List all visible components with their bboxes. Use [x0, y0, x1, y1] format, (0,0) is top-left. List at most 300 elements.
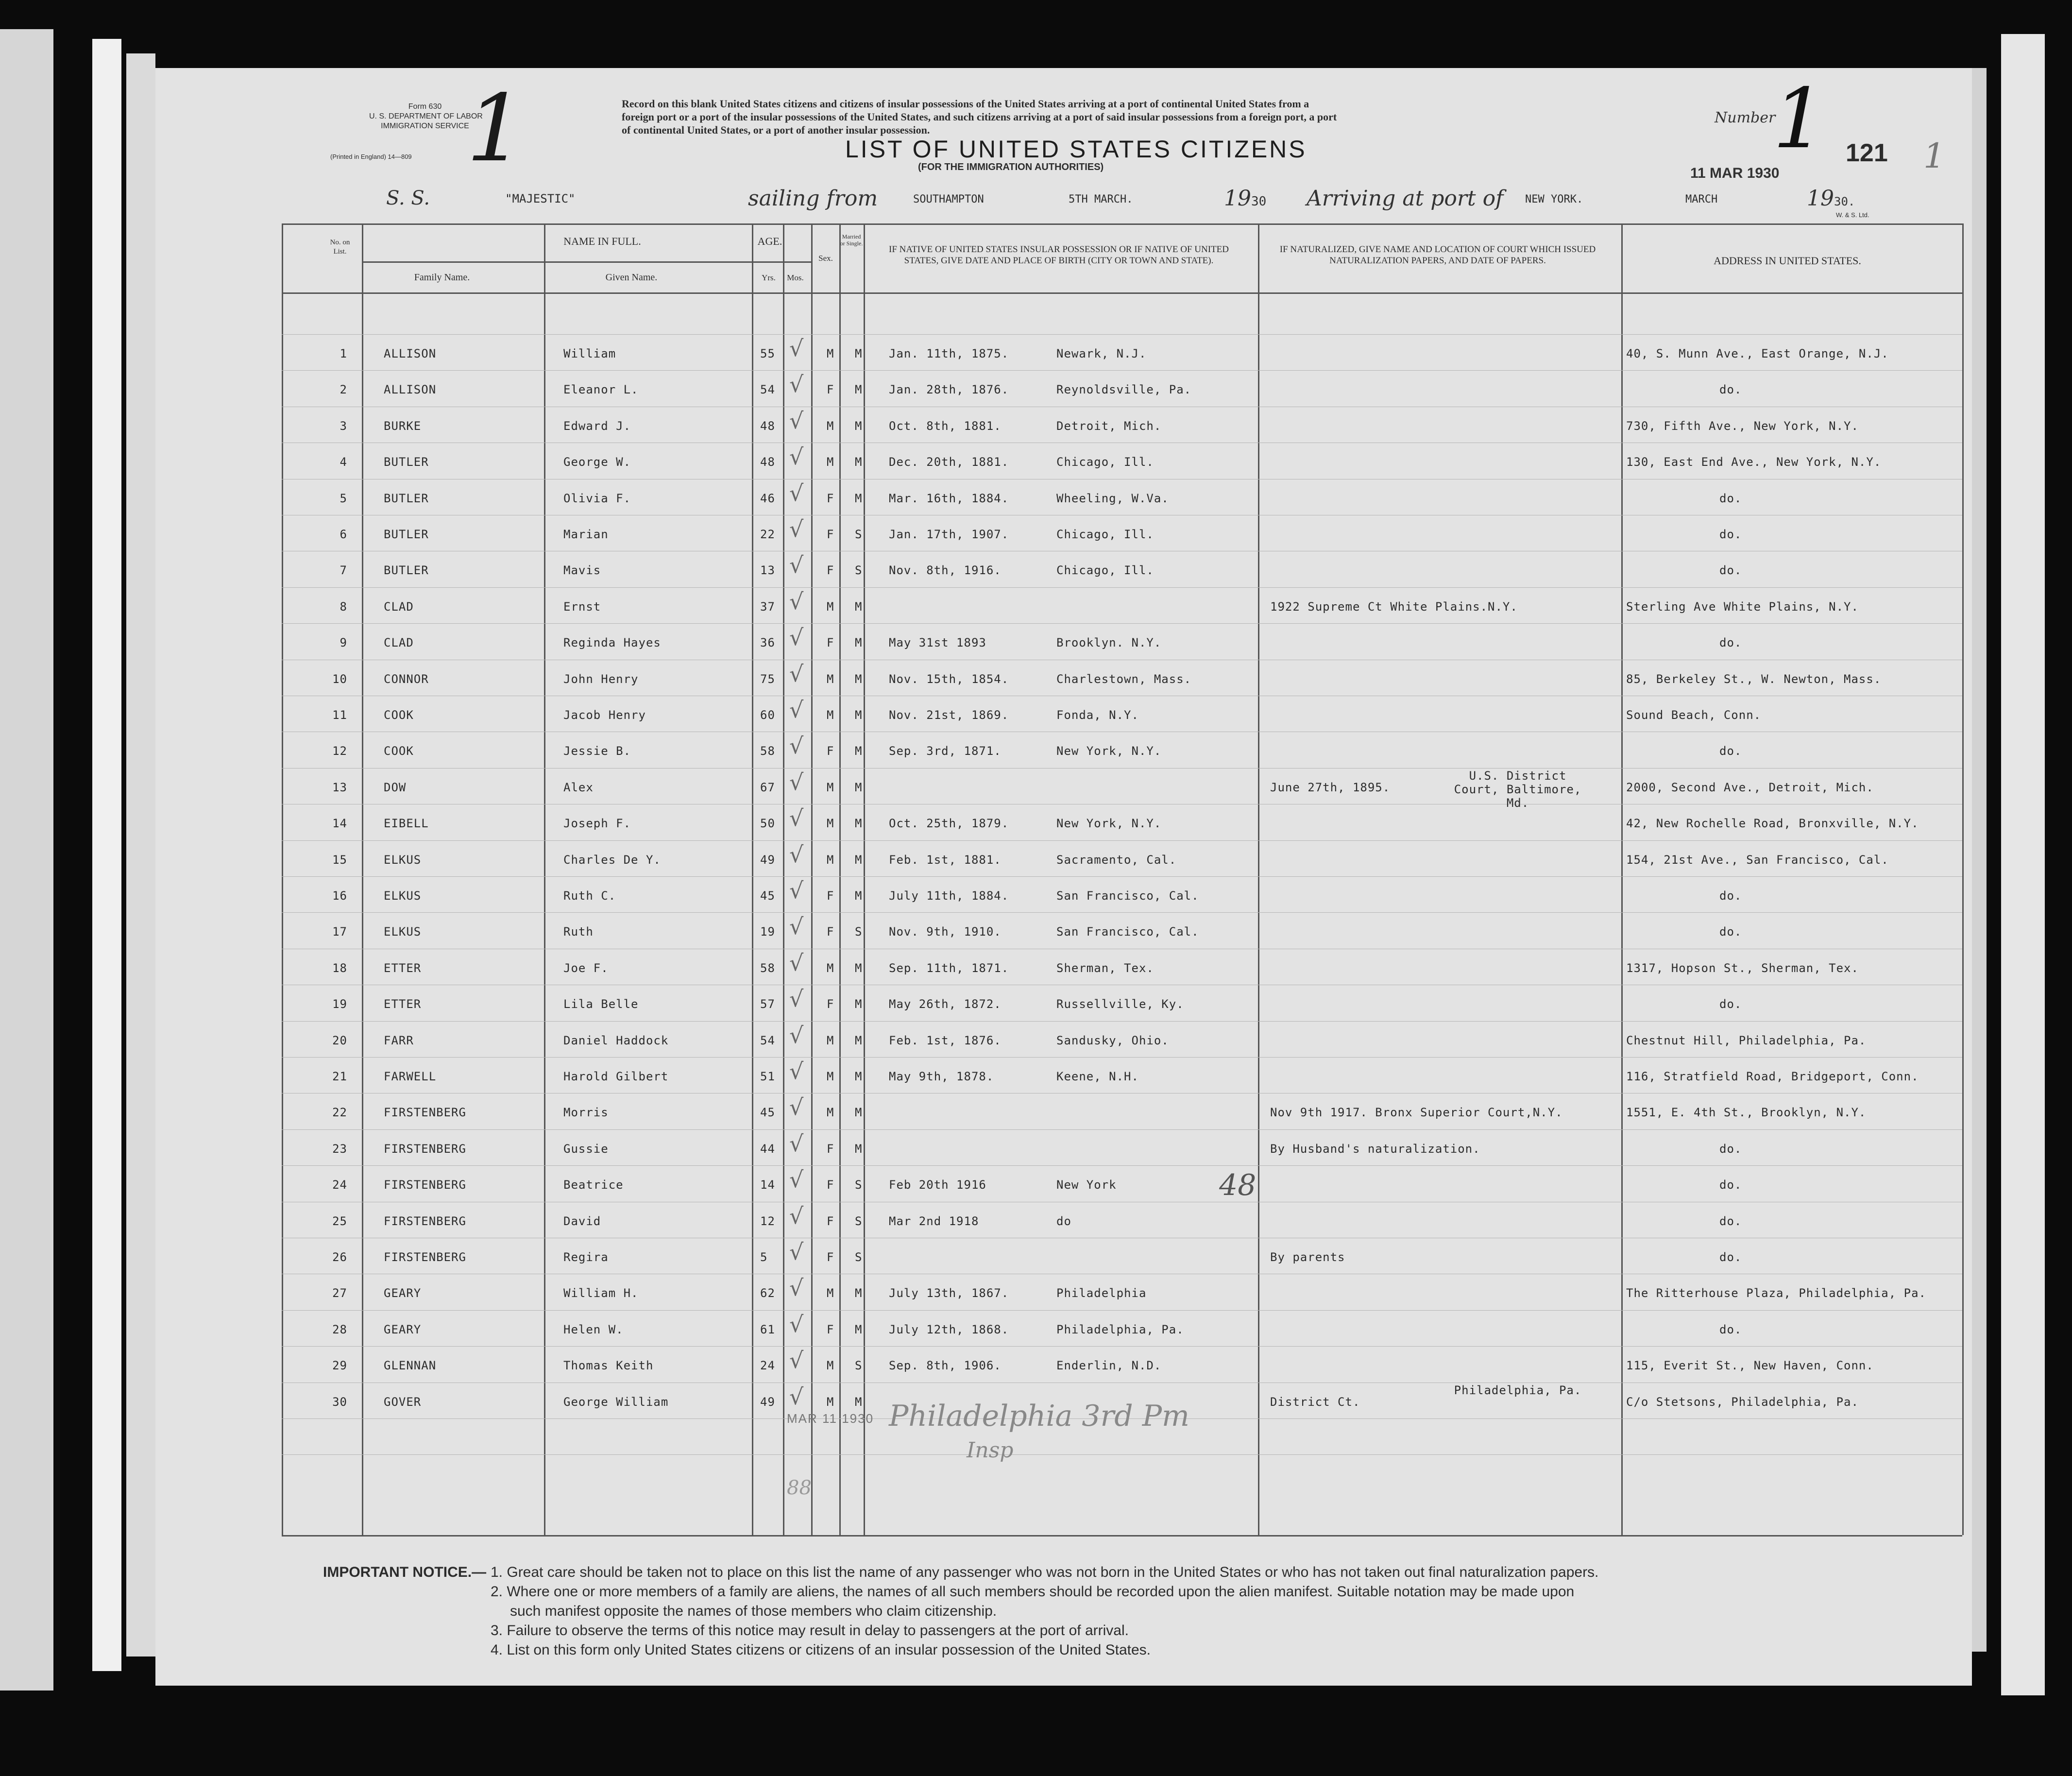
- header-yrs: Yrs.: [762, 273, 776, 282]
- cell-birth-date: Nov. 9th, 1910.: [889, 925, 1002, 939]
- cell-birth-date: Nov. 8th, 1916.: [889, 564, 1002, 578]
- cell-no: 21: [332, 1070, 347, 1083]
- cell-given: Harold Gilbert: [563, 1070, 669, 1083]
- cell-ms: M: [855, 1033, 863, 1047]
- check-mark: √: [789, 552, 804, 579]
- cell-address: 42, New Rochelle Road, Bronxville, N.Y.: [1626, 817, 1919, 831]
- cell-birth-date: May 26th, 1872.: [889, 997, 1002, 1011]
- check-mark: √: [789, 335, 804, 361]
- cell-sex: F: [827, 1214, 834, 1228]
- cell-family: BUTLER: [384, 564, 429, 578]
- cell-no: 20: [332, 1033, 347, 1047]
- page-edge: [2001, 34, 2045, 1695]
- cell-birth-date: July 12th, 1868.: [889, 1322, 1009, 1336]
- cell-address: do.: [1719, 1214, 1742, 1228]
- page-edge: [0, 29, 53, 1691]
- cell-birth-date: Jan. 17th, 1907.: [889, 528, 1009, 541]
- cell-sex: M: [827, 419, 834, 433]
- cell-given: Joe F.: [563, 961, 609, 975]
- notice-heading: IMPORTANT NOTICE.—: [323, 1564, 487, 1580]
- cell-family: ELKUS: [384, 853, 422, 867]
- record-note: Record on this blank United States citizens and citizens of insular possessions of the United States arriving at a port of continental United States from a foreign port or a port of the insular possessions of the United States, and such citizens arriving at a port of said insular possessions from a foreign port, a port of continental United States, or a port of another insular possession.: [622, 98, 1337, 136]
- cell-age: 45: [760, 889, 775, 903]
- cell-age: 51: [760, 1070, 775, 1083]
- cell-age: 55: [760, 347, 775, 360]
- cell-family: FARWELL: [384, 1070, 437, 1083]
- header-birth: IF NATIVE OF UNITED STATES INSULAR POSSESSION OR IF NATIVE OF UNITED STATES, GIVE DATE AND PLACE OF BIRTH (CITY OR TOWN AND STATE).: [889, 244, 1229, 266]
- cell-age: 50: [760, 817, 775, 831]
- cell-ms: M: [855, 853, 863, 867]
- cell-ms: S: [855, 528, 863, 541]
- printer-mark: W. & S. Ltd.: [1836, 211, 1869, 219]
- table-row: [155, 876, 1972, 912]
- cell-ms: M: [855, 491, 863, 505]
- cell-given: William H.: [563, 1286, 639, 1300]
- cell-birth-date: July 13th, 1867.: [889, 1286, 1009, 1300]
- cell-given: Ruth C.: [563, 889, 616, 903]
- check-mark: √: [789, 949, 804, 976]
- check-mark: √: [789, 1022, 804, 1048]
- check-mark: √: [789, 1130, 804, 1157]
- number-label: Number: [1715, 109, 1776, 126]
- table-row: [155, 985, 1972, 1021]
- cell-age: 12: [760, 1214, 775, 1228]
- cell-no: 14: [332, 817, 347, 831]
- cell-birth-date: Nov. 15th, 1854.: [889, 672, 1009, 686]
- cell-no: 17: [332, 925, 347, 939]
- number-value: 1: [1773, 71, 1826, 167]
- cell-ms: M: [855, 817, 863, 831]
- cell-ms: M: [855, 1322, 863, 1336]
- cell-given: David: [563, 1214, 601, 1228]
- check-mark: √: [789, 1202, 804, 1229]
- cell-sex: M: [827, 672, 834, 686]
- cell-family: ELKUS: [384, 925, 422, 939]
- check-mark: √: [789, 1058, 804, 1084]
- table-row: [155, 1346, 1972, 1382]
- cell-family: GLENNAN: [384, 1359, 437, 1373]
- arrival-port: NEW YORK.: [1525, 193, 1583, 205]
- cell-no: 11: [332, 708, 347, 722]
- service: IMMIGRATION SERVICE: [381, 122, 469, 130]
- cell-age: 54: [760, 1033, 775, 1047]
- cell-no: 10: [332, 672, 347, 686]
- cell-address: do.: [1719, 1142, 1742, 1156]
- cell-birth-date: Feb. 1st, 1881.: [889, 853, 1002, 867]
- check-mark: √: [789, 660, 804, 687]
- cell-address: do.: [1719, 1322, 1742, 1336]
- cell-age: 13: [760, 564, 775, 578]
- cell-sex: F: [827, 636, 834, 650]
- cell-family: FIRSTENBERG: [384, 1142, 466, 1156]
- cell-ms: M: [855, 780, 863, 794]
- page-edge: [126, 53, 155, 1656]
- cell-ms: M: [855, 961, 863, 975]
- table-row: [155, 1057, 1972, 1093]
- cell-no: 23: [332, 1142, 347, 1156]
- cell-family: ELKUS: [384, 889, 422, 903]
- cell-birth-place: Philadelphia: [1056, 1286, 1147, 1300]
- cell-family: FIRSTENBERG: [384, 1178, 466, 1192]
- cell-given: Marian: [563, 528, 609, 541]
- cell-age: 22: [760, 528, 775, 541]
- page-subtitle: (FOR THE IMMIGRATION AUTHORITIES): [918, 162, 1104, 172]
- cell-ms: S: [855, 1214, 863, 1228]
- check-mark: √: [789, 1275, 804, 1301]
- cell-ms: M: [855, 1070, 863, 1083]
- cell-given: Jessie B.: [563, 744, 631, 758]
- cell-sex: M: [827, 1395, 834, 1409]
- cell-no: 3: [340, 419, 347, 433]
- cell-no: 15: [332, 853, 347, 867]
- cell-sex: F: [827, 889, 834, 903]
- cell-given: George W.: [563, 455, 631, 469]
- cell-age: 48: [760, 455, 775, 469]
- cell-ms: M: [855, 383, 863, 397]
- cell-birth-date: Mar. 16th, 1884.: [889, 491, 1009, 505]
- ship-name: "MAJESTIC": [505, 192, 576, 205]
- cell-age: 57: [760, 997, 775, 1011]
- cell-age: 19: [760, 925, 775, 939]
- cell-nat: District Ct.: [1270, 1395, 1360, 1409]
- cell-given: George William: [563, 1395, 669, 1409]
- table-row: [155, 732, 1972, 768]
- cell-age: 44: [760, 1142, 775, 1156]
- cell-given: Daniel Haddock: [563, 1033, 669, 1047]
- cell-given: Edward J.: [563, 419, 631, 433]
- cell-birth-place: New York: [1056, 1178, 1117, 1192]
- header-sex: Sex.: [818, 254, 833, 263]
- cell-sex: F: [827, 1178, 834, 1192]
- table-row: [155, 804, 1972, 840]
- cell-ms: M: [855, 997, 863, 1011]
- cell-address: do.: [1719, 1178, 1742, 1192]
- table-row: [155, 912, 1972, 948]
- cell-age: 58: [760, 961, 775, 975]
- table-row: [155, 768, 1972, 810]
- cell-address: 1551, E. 4th St., Brooklyn, N.Y.: [1626, 1106, 1867, 1120]
- cell-family: CONNOR: [384, 672, 429, 686]
- arrival-month: MARCH: [1685, 193, 1718, 205]
- cell-given: Thomas Keith: [563, 1359, 654, 1373]
- cell-given: Joseph F.: [563, 817, 631, 831]
- cell-given: Alex: [563, 780, 594, 794]
- cell-birth-place: Newark, N.J.: [1056, 347, 1147, 360]
- cell-no: 24: [332, 1178, 347, 1192]
- table-row: [155, 334, 1972, 370]
- arrival-stamp: MAR 11 1930: [787, 1411, 874, 1426]
- cell-given: Jacob Henry: [563, 708, 646, 722]
- cell-nat: By parents: [1270, 1250, 1345, 1264]
- header-mos: Mos.: [787, 273, 804, 282]
- cell-family: EIBELL: [384, 817, 429, 831]
- cell-birth-place: Reynoldsville, Pa.: [1056, 383, 1192, 397]
- margin-note: 48: [1219, 1168, 1257, 1202]
- cell-address: do.: [1719, 564, 1742, 578]
- cell-ms: M: [855, 1106, 863, 1120]
- cell-birth-place: Chicago, Ill.: [1056, 564, 1154, 578]
- check-mark: √: [789, 1383, 804, 1410]
- check-mark: √: [789, 697, 804, 723]
- sheet-number: 121: [1846, 139, 1888, 167]
- ship-label: S. S.: [386, 187, 430, 209]
- check-mark: √: [789, 1166, 804, 1193]
- cell-ms: M: [855, 599, 863, 614]
- cell-age: 37: [760, 599, 775, 614]
- cell-sex: F: [827, 528, 834, 541]
- cell-given: Olivia F.: [563, 491, 631, 505]
- cell-sex: M: [827, 1106, 834, 1120]
- table-row: [155, 696, 1972, 732]
- cell-sex: M: [827, 347, 834, 360]
- cell-no: 12: [332, 744, 347, 758]
- notice-item-2b: such manifest opposite the names of those members who claim citizenship.: [510, 1603, 997, 1619]
- cell-address: Sound Beach, Conn.: [1626, 708, 1762, 722]
- cell-age: 58: [760, 744, 775, 758]
- cell-ms: M: [855, 1286, 863, 1300]
- cell-ms: M: [855, 636, 863, 650]
- table-row: [155, 551, 1972, 587]
- cell-no: 25: [332, 1214, 347, 1228]
- cell-no: 7: [340, 564, 347, 578]
- year-field: 1930: [1224, 186, 1267, 211]
- header-married-single: Married or Single.: [840, 233, 863, 247]
- cell-address: Chestnut Hill, Philadelphia, Pa.: [1626, 1033, 1867, 1047]
- manifest-sheet: [155, 68, 1972, 1686]
- cell-ms: M: [855, 1142, 863, 1156]
- cell-address: 85, Berkeley St., W. Newton, Mass.: [1626, 672, 1882, 686]
- cell-address: do.: [1719, 889, 1742, 903]
- cell-sex: F: [827, 383, 834, 397]
- cell-given: Charles De Y.: [563, 853, 661, 867]
- cell-ms: M: [855, 455, 863, 469]
- check-mark: √: [789, 624, 804, 651]
- sailing-port: SOUTHAMPTON: [913, 193, 984, 205]
- cell-address: 40, S. Munn Ave., East Orange, N.J.: [1626, 347, 1889, 360]
- cell-age: 61: [760, 1322, 775, 1336]
- cell-no: 4: [340, 455, 347, 469]
- cell-given: Helen W.: [563, 1322, 624, 1336]
- cell-address: 1317, Hopson St., Sherman, Tex.: [1626, 961, 1859, 975]
- cell-no: 18: [332, 961, 347, 975]
- header-age: AGE.: [757, 235, 782, 247]
- table-row: [155, 1238, 1972, 1274]
- cell-no: 19: [332, 997, 347, 1011]
- cell-sex: F: [827, 925, 834, 939]
- cell-given: Ruth: [563, 925, 594, 939]
- table-row: [155, 479, 1972, 515]
- cell-sex: F: [827, 1250, 834, 1264]
- cell-address: 2000, Second Ave., Detroit, Mich.: [1626, 780, 1874, 794]
- cell-sex: M: [827, 1070, 834, 1083]
- cell-birth-date: May 31st 1893: [889, 636, 986, 650]
- sailing-date: 5TH MARCH.: [1069, 193, 1133, 205]
- cell-given: Ernst: [563, 599, 601, 614]
- cell-age: 36: [760, 636, 775, 650]
- cell-birth-date: Sep. 3rd, 1871.: [889, 744, 1002, 758]
- cell-no: 29: [332, 1359, 347, 1373]
- cell-age: 75: [760, 672, 775, 686]
- table-row: [155, 407, 1972, 443]
- cell-birth-place: Fonda, N.Y.: [1056, 708, 1139, 722]
- cell-family: ETTER: [384, 961, 422, 975]
- cell-birth-date: Mar 2nd 1918: [889, 1214, 979, 1228]
- cell-age: 14: [760, 1178, 775, 1192]
- cell-address: do.: [1719, 997, 1742, 1011]
- inspector-signature: Philadelphia 3rd Pm: [889, 1399, 1189, 1433]
- table-row: [155, 370, 1972, 406]
- check-mark: √: [789, 986, 804, 1012]
- cell-family: BUTLER: [384, 455, 429, 469]
- corner-mark: 1: [1923, 136, 1945, 176]
- header-naturalized: IF NATURALIZED, GIVE NAME AND LOCATION OF COURT WHICH ISSUED NATURALIZATION PAPERS, AND DATE OF PAPERS.: [1279, 244, 1596, 266]
- cell-age: 45: [760, 1106, 775, 1120]
- cell-address: Sterling Ave White Plains, N.Y.: [1626, 599, 1859, 614]
- cell-birth-place: Brooklyn. N.Y.: [1056, 636, 1162, 650]
- cell-birth-date: July 11th, 1884.: [889, 889, 1009, 903]
- cell-nat: June 27th, 1895.: [1270, 780, 1391, 794]
- cell-no: 27: [332, 1286, 347, 1300]
- notice-item-4: 4. List on this form only United States citizens or citizens of an insular possession of the United States.: [491, 1642, 1151, 1658]
- cell-sex: M: [827, 1286, 834, 1300]
- check-mark: √: [789, 1239, 804, 1265]
- cell-family: CLAD: [384, 599, 414, 614]
- cell-no: 8: [340, 599, 347, 614]
- check-mark: √: [789, 1347, 804, 1374]
- cell-sex: F: [827, 997, 834, 1011]
- cell-sex: F: [827, 1322, 834, 1336]
- check-mark: √: [789, 805, 804, 832]
- cell-no: 6: [340, 528, 347, 541]
- cell-family: FIRSTENBERG: [384, 1106, 466, 1120]
- printed-note: (Printed in England) 14—809: [330, 153, 412, 160]
- check-mark: √: [789, 733, 804, 759]
- cell-family: ALLISON: [384, 383, 437, 397]
- cell-birth-place: Sacramento, Cal.: [1056, 853, 1177, 867]
- cell-ms: M: [855, 347, 863, 360]
- department: U. S. DEPARTMENT OF LABOR: [369, 112, 483, 120]
- cell-birth-place: Chicago, Ill.: [1056, 455, 1154, 469]
- cell-given: Lila Belle: [563, 997, 639, 1011]
- cell-sex: M: [827, 708, 834, 722]
- cell-address: do.: [1719, 925, 1742, 939]
- cell-given: Reginda Hayes: [563, 636, 661, 650]
- cell-sex: M: [827, 817, 834, 831]
- header-name-in-full: NAME IN FULL.: [563, 235, 641, 247]
- row-rule: [282, 1454, 1962, 1455]
- notice-item-2: 2. Where one or more members of a family are aliens, the names of all such members should be recorded upon the alien manifest. Suitable notation may be made upon: [491, 1584, 1575, 1600]
- cell-age: 67: [760, 780, 775, 794]
- cell-address: 115, Everit St., New Haven, Conn.: [1626, 1359, 1874, 1373]
- cell-family: ALLISON: [384, 347, 437, 360]
- lower-mark: 88: [787, 1477, 812, 1499]
- cell-family: COOK: [384, 744, 414, 758]
- cell-no: 30: [332, 1395, 347, 1409]
- cell-sex: M: [827, 1033, 834, 1047]
- check-mark: √: [789, 444, 804, 470]
- cell-age: 24: [760, 1359, 775, 1373]
- check-mark: √: [789, 588, 804, 615]
- cell-ms: S: [855, 1359, 863, 1373]
- arriving-label: Arriving at port of: [1307, 186, 1504, 211]
- cell-birth-place: Wheeling, W.Va.: [1056, 491, 1169, 505]
- cell-no: 22: [332, 1106, 347, 1120]
- table-row: [155, 840, 1972, 876]
- cell-ms: M: [855, 672, 863, 686]
- cell-sex: M: [827, 961, 834, 975]
- table-row: [155, 1021, 1972, 1057]
- cell-nat: By Husband's naturalization.: [1270, 1142, 1480, 1156]
- check-mark: √: [789, 877, 804, 904]
- cell-no: 5: [340, 491, 347, 505]
- cell-ms: S: [855, 1178, 863, 1192]
- cell-ms: M: [855, 419, 863, 433]
- cell-ms: S: [855, 925, 863, 939]
- table-row: [155, 1310, 1972, 1346]
- cell-sex: F: [827, 564, 834, 578]
- cell-ms: M: [855, 889, 863, 903]
- cell-address: do.: [1719, 528, 1742, 541]
- cell-age: 49: [760, 1395, 775, 1409]
- cell-birth-date: Feb 20th 1916: [889, 1178, 986, 1192]
- cell-family: FIRSTENBERG: [384, 1214, 466, 1228]
- cell-given: John Henry: [563, 672, 639, 686]
- check-mark: √: [789, 407, 804, 434]
- cell-family: FIRSTENBERG: [384, 1250, 466, 1264]
- cell-given: Gussie: [563, 1142, 609, 1156]
- cell-birth-date: Feb. 1st, 1876.: [889, 1033, 1002, 1047]
- page-title: LIST OF UNITED STATES CITIZENS: [845, 136, 1307, 163]
- cell-birth-date: Jan. 11th, 1875.: [889, 347, 1009, 360]
- cell-no: 2: [340, 383, 347, 397]
- cell-age: 60: [760, 708, 775, 722]
- cell-ms: M: [855, 744, 863, 758]
- cell-sex: M: [827, 455, 834, 469]
- cell-no: 9: [340, 636, 347, 650]
- cell-birth-place: San Francisco, Cal.: [1056, 925, 1199, 939]
- cell-given: Beatrice: [563, 1178, 624, 1192]
- cell-no: 1: [340, 347, 347, 360]
- cell-family: BURKE: [384, 419, 422, 433]
- cell-no: 13: [332, 780, 347, 794]
- table-row: [155, 1274, 1972, 1310]
- form-number: Form 630: [408, 102, 442, 111]
- cell-no: 28: [332, 1322, 347, 1336]
- cell-given: Mavis: [563, 564, 601, 578]
- cell-family: FARR: [384, 1033, 414, 1047]
- cell-birth-date: Sep. 8th, 1906.: [889, 1359, 1002, 1373]
- table-row: [155, 443, 1972, 478]
- arrival-year: 1930.: [1807, 186, 1855, 211]
- cell-address: 130, East End Ave., New York, N.Y.: [1626, 455, 1882, 469]
- cell-birth-date: Dec. 20th, 1881.: [889, 455, 1009, 469]
- cell-given: Eleanor L.: [563, 383, 639, 397]
- cell-address: 730, Fifth Ave., New York, N.Y.: [1626, 419, 1859, 433]
- sailing-label: sailing from: [748, 186, 878, 211]
- cell-given: William: [563, 347, 616, 360]
- check-mark: √: [789, 913, 804, 940]
- cell-sex: M: [827, 853, 834, 867]
- cell-no: 16: [332, 889, 347, 903]
- table-row: [155, 1165, 1972, 1201]
- cell-birth-place: do: [1056, 1214, 1071, 1228]
- cell-birth-place: Detroit, Mich.: [1056, 419, 1162, 433]
- cell-family: CLAD: [384, 636, 414, 650]
- check-mark: √: [789, 479, 804, 506]
- cell-ms: M: [855, 1395, 863, 1409]
- cell-birth-place: Chicago, Ill.: [1056, 528, 1154, 541]
- cell-no: 26: [332, 1250, 347, 1264]
